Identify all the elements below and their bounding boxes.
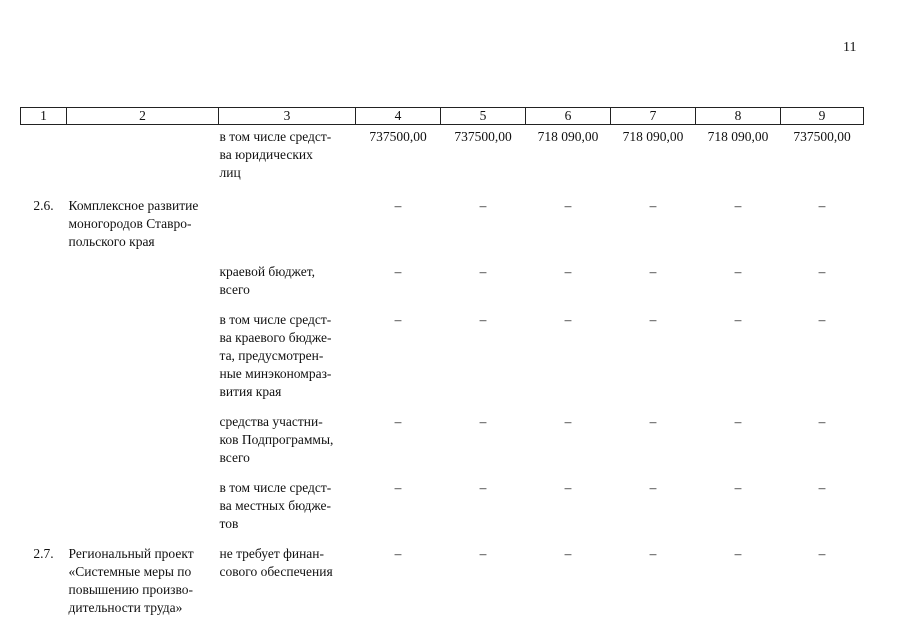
row-number	[21, 259, 67, 307]
row-value-col-8: –	[734, 546, 742, 561]
row-source: в том числе средст- ва юридических лиц	[219, 129, 332, 180]
row-source: краевой бюджет, всего	[219, 264, 315, 297]
header-col-5: 5	[441, 108, 526, 125]
header-row	[21, 108, 864, 125]
row-value-col-6: –	[564, 312, 572, 327]
row-source: в том числе средст- ва местных бюдже- тов	[219, 480, 332, 531]
row-value-col-8: –	[734, 414, 742, 429]
row-value-col-4: –	[394, 546, 402, 561]
row-name: Региональный проект «Системные меры по повышению произво- дительности труда»	[68, 546, 194, 615]
row-value-col-6: –	[564, 546, 572, 561]
row-value-col-5: –	[479, 264, 487, 279]
row-value-col-6: –	[564, 480, 572, 495]
row-value-col-7: –	[649, 264, 657, 279]
row-source: в том числе средст- ва краевого бюдже- та, предусмотрен- ные минэкономраз- вития края	[219, 312, 332, 399]
table-row	[21, 190, 864, 259]
row-number: 2.6.	[33, 198, 54, 213]
row-value-col-5: –	[479, 198, 487, 213]
row-name: Комплексное развитие моногородов Ставро- польского края	[68, 198, 199, 249]
row-number	[21, 475, 67, 541]
row-value-col-5: –	[479, 414, 487, 429]
header-col-8: 8	[696, 108, 781, 125]
table-row	[21, 307, 864, 409]
budget-table	[20, 107, 864, 625]
row-value-col-9: –	[818, 312, 826, 327]
row-value-col-7: –	[649, 480, 657, 495]
row-source: средства участни- ков Подпрограммы, всего	[219, 414, 334, 465]
row-value-col-6: –	[564, 414, 572, 429]
table-row	[21, 125, 864, 191]
row-value-col-9: –	[818, 546, 826, 561]
row-value-col-9: –	[818, 414, 826, 429]
row-value-col-5: –	[479, 312, 487, 327]
row-name	[67, 409, 219, 475]
row-value-col-7: –	[649, 414, 657, 429]
header-col-1: 1	[21, 108, 67, 125]
row-value-col-8: –	[734, 198, 742, 213]
header-col-2: 2	[67, 108, 219, 125]
row-value-col-4: 737500,00	[369, 129, 427, 144]
row-value-col-4: –	[394, 414, 402, 429]
row-number	[21, 307, 67, 409]
row-source	[219, 190, 356, 259]
header-col-9: 9	[781, 108, 864, 125]
row-value-col-5: 737500,00	[454, 129, 512, 144]
row-name	[67, 475, 219, 541]
row-value-col-7: –	[649, 312, 657, 327]
row-value-col-4: –	[394, 264, 402, 279]
row-name	[67, 259, 219, 307]
row-value-col-9: 737500,00	[793, 129, 851, 144]
table-row	[21, 259, 864, 307]
table-row	[21, 475, 864, 541]
table-row	[21, 541, 864, 625]
row-value-col-9: –	[818, 480, 826, 495]
row-value-col-4: –	[394, 198, 402, 213]
row-number	[21, 409, 67, 475]
table-header	[21, 108, 864, 125]
row-name	[67, 125, 219, 191]
row-value-col-4: –	[394, 312, 402, 327]
row-value-col-5: –	[479, 546, 487, 561]
header-col-4: 4	[356, 108, 441, 125]
row-value-col-8: –	[734, 312, 742, 327]
row-name	[67, 307, 219, 409]
row-number	[21, 125, 67, 191]
row-value-col-6: 718 090,00	[537, 129, 599, 144]
row-value-col-9: –	[818, 198, 826, 213]
row-value-col-9: –	[818, 264, 826, 279]
row-source: не требует финан- сового обеспечения	[219, 546, 333, 579]
header-col-3: 3	[219, 108, 356, 125]
row-value-col-6: –	[564, 198, 572, 213]
row-value-col-8: –	[734, 480, 742, 495]
row-value-col-7: –	[649, 546, 657, 561]
table-row	[21, 409, 864, 475]
row-value-col-8: 718 090,00	[707, 129, 769, 144]
row-value-col-4: –	[394, 480, 402, 495]
row-value-col-7: 718 090,00	[622, 129, 684, 144]
header-col-6: 6	[526, 108, 611, 125]
table-body	[21, 125, 864, 626]
row-number: 2.7.	[33, 546, 54, 561]
header-col-7: 7	[611, 108, 696, 125]
row-value-col-7: –	[649, 198, 657, 213]
row-value-col-6: –	[564, 264, 572, 279]
row-value-col-8: –	[734, 264, 742, 279]
row-value-col-5: –	[479, 480, 487, 495]
page-number: 11	[843, 40, 857, 55]
